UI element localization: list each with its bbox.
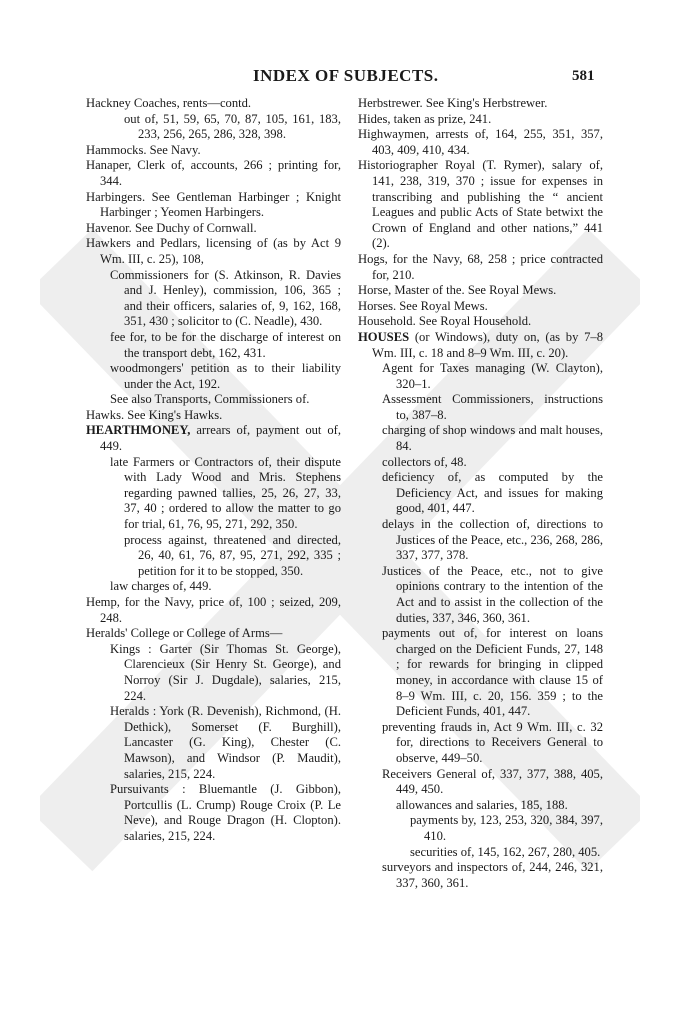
- entry-text: Pursuivants : Bluemantle (J. Gibbon), Portcullis (L. Crump) Rouge Croix (P. Le Neve), and Rouge Dragon (H. Clopton). salaries, 215, 224.: [110, 782, 341, 843]
- index-entry: [358, 361, 603, 392]
- index-entry: [358, 455, 603, 471]
- entry-text: Herbstrewer. See King's Herbstrewer.: [358, 96, 548, 110]
- index-entry: [86, 408, 341, 424]
- entry-text: Commissioners for (S. Atkinson, R. Davies and J. Henley), commission, 106, 365 ; and their officers, salaries of, 9, 162, 168, 351, 430 ; solicitor to (C. Neadle), 430.: [110, 267, 341, 329]
- index-entry: [358, 813, 603, 844]
- entry-text: Justices of the Peace, etc., not to give opinions contrary to the intention of the Act and to assist in the collection of the duties, 337, 346, 360, 361.: [382, 563, 603, 625]
- entry-text: Hammocks. See Navy.: [86, 142, 201, 157]
- entry-text: Hawks. See King's Hawks.: [86, 407, 223, 422]
- index-entry: [358, 423, 603, 454]
- entry-text: collectors of, 48.: [382, 454, 467, 469]
- entry-text: securities of, 145, 162, 267, 280, 405.: [410, 844, 601, 859]
- entry-text: Receivers General of, 337, 377, 388, 405, 449, 450.: [382, 766, 603, 797]
- entry-text: Hanaper, Clerk of, accounts, 266 ; printing for, 344.: [86, 158, 341, 188]
- entry-text: See also Transports, Commissioners of.: [110, 392, 310, 407]
- entry-text: Heralds : York (R. Devenish), Richmond, (H. Dethick), Somerset (F. Burghill), Lancaster (G. King), Chester (C. Mawson), and Windsor (P. Maudit), salaries, 215, 224.: [110, 704, 341, 781]
- index-entry: [358, 96, 603, 112]
- entry-text: Household. See Royal Household.: [358, 314, 532, 329]
- index-entry: [358, 252, 603, 283]
- entry-text: woodmongers' petition as to their liability under the Act, 192.: [110, 361, 341, 391]
- index-entry: [86, 143, 341, 159]
- index-entry: [86, 330, 341, 361]
- entry-text: out of, 51, 59, 65, 70, 87, 105, 161, 183, 233, 256, 265, 286, 328, 398.: [124, 111, 341, 142]
- entry-text: preventing frauds in, Act 9 Wm. III, c. 32 for, directions to Receivers General to observe, 449–50.: [382, 719, 603, 765]
- entry-text: Heralds' College or College of Arms—: [86, 626, 283, 641]
- index-entry: [358, 299, 603, 315]
- entry-text: deficiency of, as computed by the Deficiency Act, and issues for making good, 401, 447.: [382, 470, 603, 516]
- entry-text: Kings : Garter (Sir Thomas St. George), Clarencieux (Sir Henry St. George), and Norroy (Sir J. Dugdale), salaries, 215, 224.: [110, 641, 341, 703]
- index-entry: [358, 860, 603, 891]
- index-entry: [86, 268, 341, 330]
- entry-text: (or Windows), duty on, (as by 7–8 Wm. III, c. 18 and 8–9 Wm. III, c. 20).: [372, 329, 603, 360]
- index-entry: [86, 112, 341, 143]
- index-entry: [86, 361, 341, 392]
- index-entry: [358, 330, 603, 361]
- right-column: [358, 96, 603, 891]
- entry-text: Highwaymen, arrests of, 164, 255, 351, 357, 403, 409, 410, 434.: [358, 127, 603, 157]
- entry-text: Harbingers. See Gentleman Harbinger ; Knight Harbinger ; Yeomen Harbingers.: [86, 189, 341, 220]
- entry-heading: HEARTHMONEY,: [86, 423, 191, 438]
- index-entry: [86, 626, 341, 642]
- index-entry: [358, 767, 603, 798]
- index-entry: [86, 642, 341, 704]
- entry-text: Agent for Taxes managing (W. Clayton), 320–1.: [382, 361, 603, 391]
- page-title: INDEX OF SUBJECTS.: [253, 66, 439, 85]
- entry-text: Horses. See Royal Mews.: [358, 298, 488, 313]
- entry-text: law charges of, 449.: [110, 579, 212, 594]
- index-entry: [86, 579, 341, 595]
- index-entry: [358, 470, 603, 517]
- entry-text: late Farmers or Contractors of, their dispute with Lady Wood and Mris. Stephens regarding pawned tallies, 25, 26, 27, 33, 37, 40 ; ordered to allow the matter to go for trial, 61, 76, 95, 271, 292, 350.: [110, 454, 341, 532]
- entry-text: process against, threatened and directed, 26, 40, 61, 76, 87, 95, 271, 292, 335 ; petition for it to be stopped, 350.: [124, 532, 341, 578]
- entry-text: Assessment Commissioners, instructions to, 387–8.: [382, 392, 603, 422]
- index-entry: [86, 221, 341, 237]
- index-entry: [86, 158, 341, 189]
- entry-text: Hides, taken as prize, 241.: [358, 111, 492, 126]
- entry-text: delays in the collection of, directions to Justices of the Peace, etc., 236, 268, 286, 337, 377, 378.: [382, 517, 603, 563]
- index-entry: [86, 236, 341, 267]
- entry-text: payments out of, for interest on loans charged on the Deficient Funds, 27, 148 ; for rewards for bringing in clipped money, in accordance with clause 15 of 8–9 Wm. III, c. 20, 156. 359 ; to the Deficient Funds, 401, 447.: [382, 626, 603, 719]
- index-entry: [358, 626, 603, 720]
- left-column: [86, 96, 341, 845]
- entry-text: Havenor. See Duchy of Cornwall.: [86, 220, 257, 235]
- entry-text: Hemp, for the Navy, price of, 100 ; seized, 209, 248.: [86, 595, 341, 625]
- index-entry: [86, 595, 341, 626]
- index-entry: [358, 845, 603, 861]
- index-entry: [358, 127, 603, 158]
- index-entry: [358, 564, 603, 626]
- entry-text: Hogs, for the Navy, 68, 258 ; price contracted for, 210.: [358, 251, 603, 282]
- entry-text: arrears of, payment out of, 449.: [100, 423, 341, 454]
- entry-text: allowances and salaries, 185, 188.: [396, 797, 568, 812]
- entry-text: Hawkers and Pedlars, licensing of (as by Act 9 Wm. III, c. 25), 108,: [86, 236, 341, 266]
- index-entry: [358, 158, 603, 252]
- index-entry: [86, 704, 341, 782]
- index-entry: [86, 190, 341, 221]
- entry-text: payments by, 123, 253, 320, 384, 397, 410.: [410, 813, 603, 843]
- index-entry: [86, 96, 341, 112]
- page-number: 581: [572, 68, 595, 84]
- entry-text: fee for, to be for the discharge of interest on the transport debt, 162, 431.: [110, 329, 341, 360]
- index-entry: [358, 517, 603, 564]
- index-entry: [358, 112, 603, 128]
- index-entry: [358, 283, 603, 299]
- entry-text: surveyors and inspectors of, 244, 246, 321, 337, 360, 361.: [382, 860, 603, 890]
- index-entry: [86, 392, 341, 408]
- entry-text: Hackney Coaches, rents—contd.: [86, 96, 252, 110]
- index-entry: [86, 533, 341, 580]
- index-entry: [358, 720, 603, 767]
- index-entry: [358, 392, 603, 423]
- running-head: [0, 66, 674, 90]
- index-entry: [358, 314, 603, 330]
- entry-heading: HOUSES: [358, 329, 410, 344]
- index-entry: [358, 798, 603, 814]
- index-entry: [86, 455, 341, 533]
- entry-text: Horse, Master of the. See Royal Mews.: [358, 283, 557, 298]
- entry-text: charging of shop windows and malt houses, 84.: [382, 423, 603, 454]
- entry-text: Historiographer Royal (T. Rymer), salary of, 141, 238, 319, 370 ; issue for expenses in transcribing and publishing the “ ancient Leagues and public Acts of State betwixt the Crown of England and other nations,” 441 (2).: [358, 158, 603, 251]
- index-entry: [86, 423, 341, 454]
- index-entry: [86, 782, 341, 844]
